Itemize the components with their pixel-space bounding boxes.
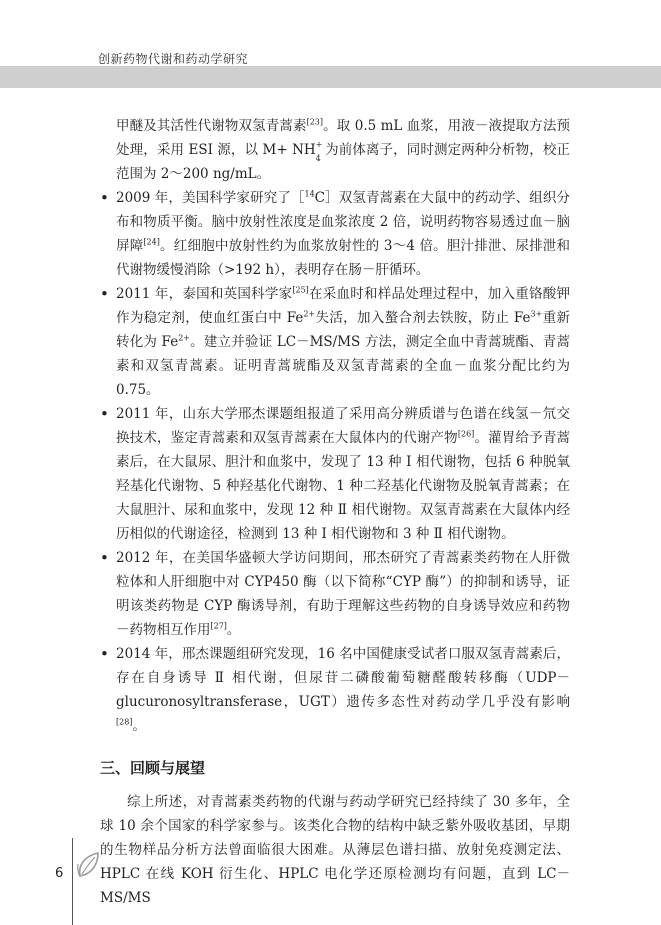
superscript: 3+: [530, 309, 543, 319]
text-run: 。红细胞中放射性约为血浆放射性的 3～4 倍。胆汁排泄、尿排泄和代谢物缓慢消除（>192 h），表明存在肠－肝循环。: [116, 238, 571, 278]
running-header: 创新药物代谢和药动学研究: [98, 52, 249, 66]
superscript: 2+: [303, 309, 316, 319]
intro-paragraph: 甲醚及其活性代谢物双氢青蒿素[23]。取 0.5 mL 血浆，用液－液提取方法预处理，采用 ESI 源，以 M+ NH + 4 为前体离子，同时测定两种分析物，校正范围为 2～200 ng/mL。: [116, 117, 571, 182]
citation: [24]: [143, 237, 160, 247]
text-run: 2011 年，泰国和英国科学家: [116, 286, 293, 302]
margin-rule: [72, 838, 73, 925]
text-run: 。建立并验证 LC－MS/MS 方法，测定全血中青蒿琥酯、青蒿素和双氢青蒿素。证明青蒿琥酯及双氢青蒿素的全血－血浆分配比约为 0.75。: [116, 334, 570, 398]
header-band: [0, 66, 661, 88]
text-run: 2012 年，在美国华盛顿大学访问期间，邢杰研究了青蒿素类药物在人肝微粒体和人肝细胞中对 CYP450 酶（以下简称“CYP 酶”）的抑制和诱导，证明该类药物是 CYP 酶诱导剂，有助于理解这些药物的自身诱导效应和药物－药物相互作用: [116, 550, 570, 638]
citation: [25]: [292, 285, 309, 295]
text-run: 2011 年，山东大学邢杰课题组报道了采用高分辨质谱与色谱在线氢－氘交换技术，鉴定青蒿素和双氢青蒿素在大鼠体内的代谢产物: [116, 406, 570, 446]
text-run: 。: [226, 622, 241, 638]
page-number: 6: [55, 866, 64, 881]
citation: [28]: [116, 717, 133, 727]
superscript: 2+: [178, 333, 190, 343]
leaf-icon: [76, 850, 102, 880]
isotope-superscript: 14: [304, 189, 315, 199]
text-run: 重新转化为 Fe: [116, 310, 570, 350]
text-run: 失活，加入螯合剂去铁胺，防止 Fe: [315, 310, 531, 326]
section-heading: 三、回顾与展望: [100, 759, 206, 777]
citation: [27]: [210, 621, 227, 631]
text-run: 甲醚及其活性代谢物双氢青蒿素: [116, 118, 307, 134]
bullet-item-2012: [100, 546, 570, 642]
text-run: 2014 年，邢杰课题组研究发现，16 名中国健康受试者口服双氢青蒿素后，存在自身诱导 Ⅱ 相代谢，但尿苷二磷酸葡萄糖醛酸转移酶（UDP－glucuronosyltransferase，UGT）遗传多态性对药动学几乎没有影响: [116, 646, 570, 710]
text-run: 。取 0.5 mL 血浆，用液－液提取方法预处理，采用 ESI 源，以 M+ NH: [116, 118, 571, 158]
bullet-item-2009: [100, 186, 570, 282]
citation: [26]: [457, 429, 475, 439]
bullet-item-2014: [100, 642, 570, 738]
text-run: C］双氢青蒿素在大鼠中的药动学、组织分布和物质平衡。脑中放射性浓度是血浆浓度 2 倍，说明药物容易透过血－脑屏障: [116, 190, 570, 254]
bullet-item-2011-thai: [100, 282, 570, 402]
closing-paragraph: 综上所述，对青蒿素类药物的代谢与药动学研究已经持续了 30 多年，全球 10 余个国家的科学家参与。该类化合物的结构中缺乏紫外吸收基团，早期的生物样品分析方法曾面临很大困难。从薄层色谱扫描、放射免疫测定法、HPLC 在线 KOH 衍生化、HPLC 电化学还原检测均有问题，直到 LC－MS/MS: [100, 794, 570, 906]
text-run: 为前体离子，同时测定两种分析物，校正范围为 2～200 ng/mL。: [116, 142, 570, 182]
text-run: 2009 年，美国科学家研究了［: [116, 190, 305, 206]
text-run: 。灌胃给予青蒿素后，在大鼠尿、胆汁和血浆中，发现了 13 种 Ⅰ 相代谢物，包括 6 种脱氧羟基化代谢物、5 种羟基化代谢物、1 种二羟基化代谢物及脱氧青蒿素；在大鼠胆汁、尿和血浆中，发现 12 种 Ⅱ 相代谢物。双氢青蒿素在大鼠体内经历相似的代谢途径，检测到 13 种 Ⅰ 相代谢物和 3 种 Ⅱ 相代谢物。: [116, 430, 571, 542]
text-run: 。: [132, 718, 146, 734]
text-run: 在采血时和样品处理过程中，加入重铬酸钾作为稳定剂，使血红蛋白中 Fe: [116, 286, 570, 326]
citation: [23]: [306, 117, 323, 127]
bullet-item-2011-shandong: [100, 402, 570, 546]
page-body: [100, 114, 570, 910]
